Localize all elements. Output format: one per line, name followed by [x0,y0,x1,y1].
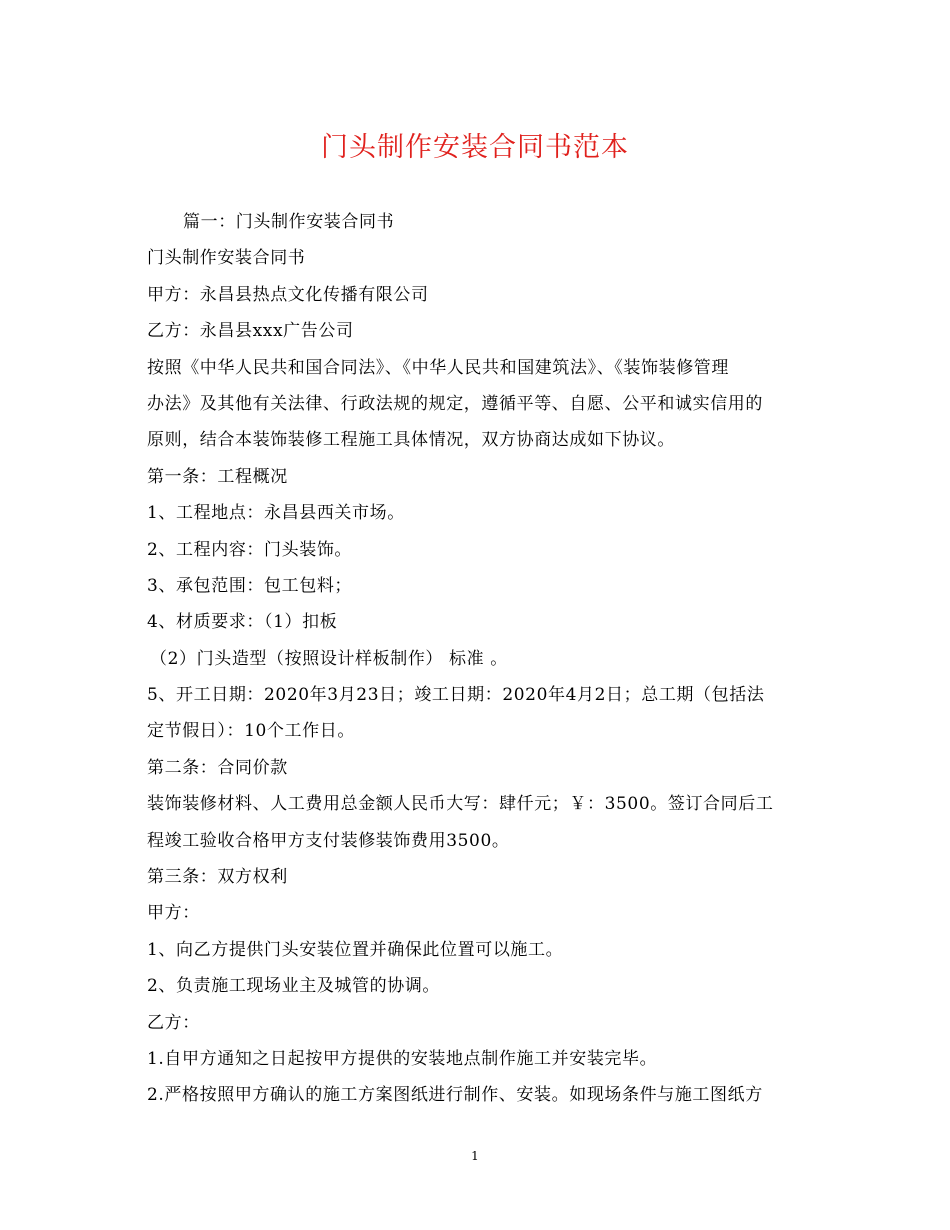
list-item: 4、材质要求：（1）扣板 [147,612,338,633]
clause-heading: 第三条：双方权利 [147,867,288,888]
party-label: 乙方： [147,1012,200,1033]
list-item: 1、向乙方提供门头安装位置并确保此位置可以施工。 [147,939,564,960]
paragraph-line: 原则，结合本装饰装修工程施工具体情况，双方协商达成如下协议。 [147,430,675,451]
document-title: 门头制作安装合同书范本 [321,132,629,163]
list-item: （2）门头造型（按照设计样板制作） 标准 。 [150,648,508,669]
list-item: 3、承包范围：包工包料； [147,575,353,596]
document-body [147,204,807,1114]
paragraph-line: 办法》及其他有关法律、行政法规的规定，遵循平等、自愿、公平和诚实信用的 [147,393,763,414]
list-item: 2.严格按照甲方确认的施工方案图纸进行制作、安装。如现场条件与施工图纸方 [147,1085,763,1106]
page-number: 1 [471,1149,479,1163]
paragraph-line: 装饰装修材料、人工费用总金额人民币大写：肆仟元；￥：3500。签订合同后工 [147,794,774,815]
paragraph-line: 按照《中华人民共和国合同法》、《中华人民共和国建筑法》、《装饰装修管理 [147,357,729,378]
list-item: 2、负责施工现场业主及城管的协调。 [147,976,441,997]
list-item: 2、工程内容：门头装饰。 [147,539,353,560]
list-item: 1.自甲方通知之日起按甲方提供的安装地点制作施工并安装完毕。 [147,1048,658,1069]
contract-name: 门头制作安装合同书 [147,248,306,269]
clause-heading: 第一条：工程概况 [147,466,288,487]
party-a: 甲方：永昌县热点文化传播有限公司 [147,284,429,305]
paragraph-line: 程竣工验收合格甲方支付装修装饰费用3500。 [147,830,510,851]
paragraph-line: 定节假日）：10个工作日。 [147,721,355,742]
section-heading: 篇一：门头制作安装合同书 [183,212,395,232]
party-label: 甲方： [147,903,200,924]
clause-heading: 第二条：合同价款 [147,757,288,778]
list-item: 5、开工日期：2020年3月23日；竣工日期：2020年4月2日；总工期（包括法 [147,685,765,706]
party-b: 乙方：永昌县xxx广告公司 [147,321,354,342]
list-item: 1、工程地点：永昌县西关市场。 [147,503,405,524]
